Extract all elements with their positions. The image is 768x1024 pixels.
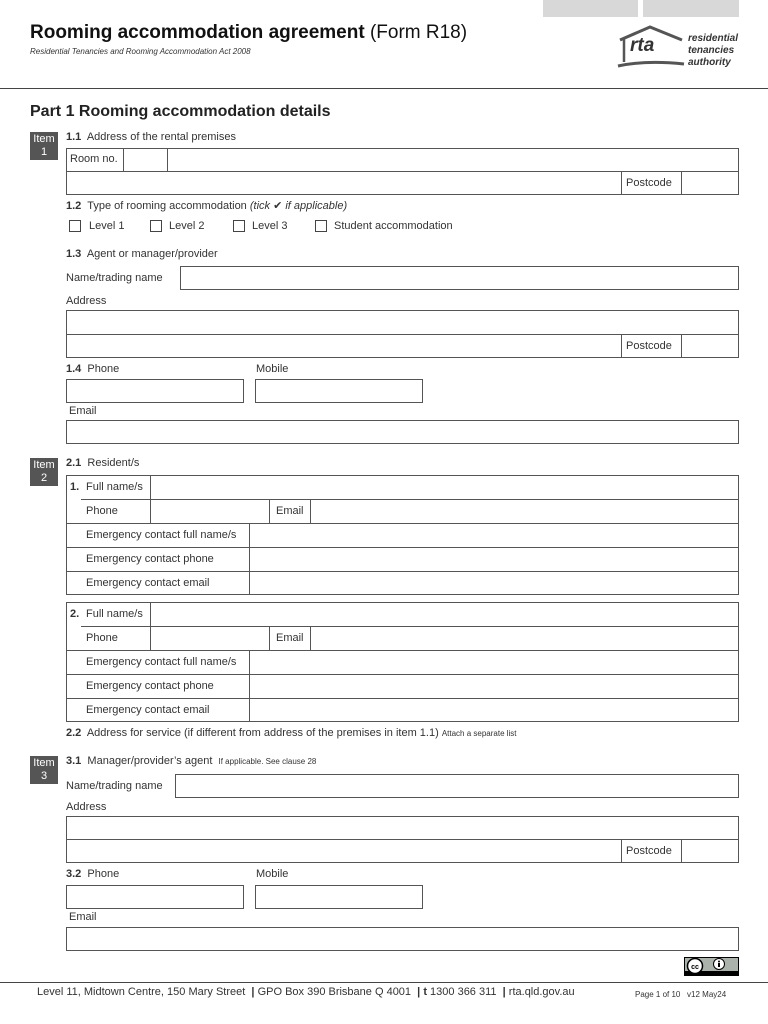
creative-commons-by-icon [684,957,739,976]
mgr-postcode-sep-1 [621,839,622,863]
mgr-agent-mobile-label: Mobile [256,868,289,880]
agent-name-input[interactable] [180,266,739,290]
room-no-label: Room no. [70,153,118,165]
agent-mobile-input[interactable] [255,379,423,403]
item3-tag-num: 3 [40,770,48,782]
s14-num: 1.4 [66,363,82,375]
s22-num: 2.2 [66,727,82,739]
s12-heading [66,200,347,213]
r2-phone-input[interactable] [151,627,269,650]
header-divider [0,88,768,89]
r1-ec-email-label: Emergency contact email [86,577,210,589]
r1-full-name-label: Full name/s [86,481,143,493]
r2-email-label: Email [276,632,304,644]
rta-word-3: authority [688,57,731,68]
svg-text:cc: cc [691,964,699,971]
agent-address-line1-input[interactable] [67,311,738,334]
mgr-agent-postcode-label: Postcode [626,845,672,857]
r1-full-name-input[interactable] [151,476,738,499]
room-no-input[interactable] [124,149,167,171]
s32-heading [66,868,119,881]
item1-tag-num: 1 [40,146,48,158]
s12-label: Type of rooming accommodation [87,200,247,212]
s21-num: 2.1 [66,457,82,469]
s13-label: Agent or manager/provider [86,248,218,260]
s21-label: Resident/s [87,457,140,469]
s11-num: 1.1 [66,131,82,143]
r2-sep-2 [269,626,270,650]
s31-note: If applicable. See clause 28 [218,757,317,766]
r2-ec-name-label: Emergency contact full name/s [86,656,237,668]
s11-label: Address of the rental premises [86,131,236,143]
footer-contact: Level 11, Midtown Centre, 150 Mary Street | GPO Box 390 Brisbane Q 4001 | t 1300 366 311 | rta.qld.gov.au [37,986,575,998]
r1-email-input[interactable] [311,500,738,523]
footer-page: Page 1 of 10 [635,990,681,999]
mgr-agent-phone-label: Phone [87,868,120,880]
mgr-agent-address-line1-input[interactable] [67,817,738,839]
s13-num: 1.3 [66,248,82,260]
level1-checkbox[interactable] [69,220,81,232]
postcode-sep-1 [621,171,622,195]
level3-label: Level 3 [252,220,288,232]
item2-tag [30,458,58,486]
act-name: Residential Tenancies and Rooming Accommodation Act 2008 [30,47,251,56]
premises-postcode-label: Postcode [626,177,672,189]
header-tab-left [543,0,638,17]
r1-ec-email-input[interactable] [250,572,738,594]
footer-phone: 1300 366 311 [430,986,497,998]
r2-ec-phone-input[interactable] [250,675,738,698]
level1-label: Level 1 [89,220,125,232]
rta-word-1: residential [688,33,739,44]
rta-mark: rta [630,35,655,56]
s32-num: 3.2 [66,868,82,880]
s14-heading [66,363,119,376]
level2-label: Level 2 [169,220,205,232]
footer-version: v12 May24 [687,990,727,999]
student-accommodation-checkbox[interactable] [315,220,327,232]
r2-phone-label: Phone [86,632,118,644]
s22-label: Address for service (if different from address of the premises in item 1.1) [86,727,439,739]
resident-1-number: 1. [70,481,80,493]
mgr-agent-postcode-input[interactable] [682,840,738,862]
part1-title: Part 1 Rooming accommodation details [30,103,331,120]
premises-street-input[interactable] [168,149,738,171]
agent-postcode-input[interactable] [682,335,738,357]
r1-ec-phone-label: Emergency contact phone [86,553,214,565]
rta-logo [616,24,688,70]
agent-name-label: Name/trading name [66,272,163,284]
r2-ec-email-input[interactable] [250,699,738,721]
s12-num: 1.2 [66,200,82,212]
s11-heading [66,131,236,144]
resident-2-number: 2. [70,608,80,620]
s31-heading [66,755,316,768]
premises-postcode-input[interactable] [682,172,738,194]
item3-tag [30,756,58,784]
footer-address: Level 11, Midtown Centre, 150 Mary Street [37,986,246,998]
r1-sep-2 [269,499,270,523]
agent-phone-input[interactable] [66,379,244,403]
mgr-agent-address-line2-input[interactable] [67,840,621,862]
r1-phone-input[interactable] [151,500,269,523]
r1-ec-name-input[interactable] [250,524,738,547]
s22-note: Attach a separate list [441,729,517,738]
r2-ec-email-label: Emergency contact email [86,704,210,716]
agent-mobile-label: Mobile [256,363,289,375]
agent-postcode-sep-1 [621,334,622,358]
rta-word-2: tenancies [688,45,735,56]
r2-full-name-label: Full name/s [86,608,143,620]
item2-tag-num: 2 [40,472,48,484]
agent-postcode-label: Postcode [626,340,672,352]
student-accommodation-label: Student accommodation [334,220,453,232]
item1-tag-word: Item [33,133,55,145]
r2-full-name-input[interactable] [151,603,738,626]
mgr-agent-name-label: Name/trading name [66,780,163,792]
item3-tag-word: Item [33,757,55,769]
s31-num: 3.1 [66,755,82,767]
r1-ec-phone-input[interactable] [250,548,738,571]
premises-suburb-input[interactable] [67,172,621,194]
agent-email-label: Email [69,405,97,417]
r1-phone-label: Phone [86,505,118,517]
mgr-agent-address-label: Address [66,801,107,813]
mgr-agent-name-input[interactable] [175,774,739,798]
footer-gpo: GPO Box 390 Brisbane Q 4001 [257,986,412,998]
item2-tag-word: Item [33,459,55,471]
mgr-agent-mobile-input[interactable] [255,885,423,909]
rta-wordmark [688,33,738,69]
form-code: (Form R18) [369,22,468,43]
r2-ec-name-input[interactable] [250,651,738,674]
level3-checkbox[interactable] [233,220,245,232]
s21-heading [66,457,139,470]
s31-label: Manager/provider’s agent [87,755,213,767]
r1-email-label: Email [276,505,304,517]
r1-ec-name-label: Emergency contact full name/s [86,529,237,541]
mgr-agent-email-input[interactable] [66,927,739,951]
footer-web-link[interactable]: rta.qld.gov.au [508,986,575,998]
mgr-agent-email-label: Email [69,911,97,923]
form-title-text: Rooming accommodation agreement [30,22,365,43]
s13-heading [66,248,218,261]
r2-ec-phone-label: Emergency contact phone [86,680,214,692]
footer-page-info [635,990,726,999]
agent-address-label: Address [66,295,107,307]
agent-address-line2-input[interactable] [67,335,621,357]
s22-heading [66,727,517,740]
s12-note: (tick ✔ if applicable) [249,200,348,212]
agent-email-input[interactable] [66,420,739,444]
item1-tag [30,132,58,160]
level2-checkbox[interactable] [150,220,162,232]
agent-phone-label: Phone [87,363,120,375]
mgr-agent-phone-input[interactable] [66,885,244,909]
footer-t: t [423,986,427,998]
r2-email-input[interactable] [311,627,738,650]
form-title [30,22,467,44]
header-tab-right [643,0,739,17]
footer-divider [0,982,768,983]
